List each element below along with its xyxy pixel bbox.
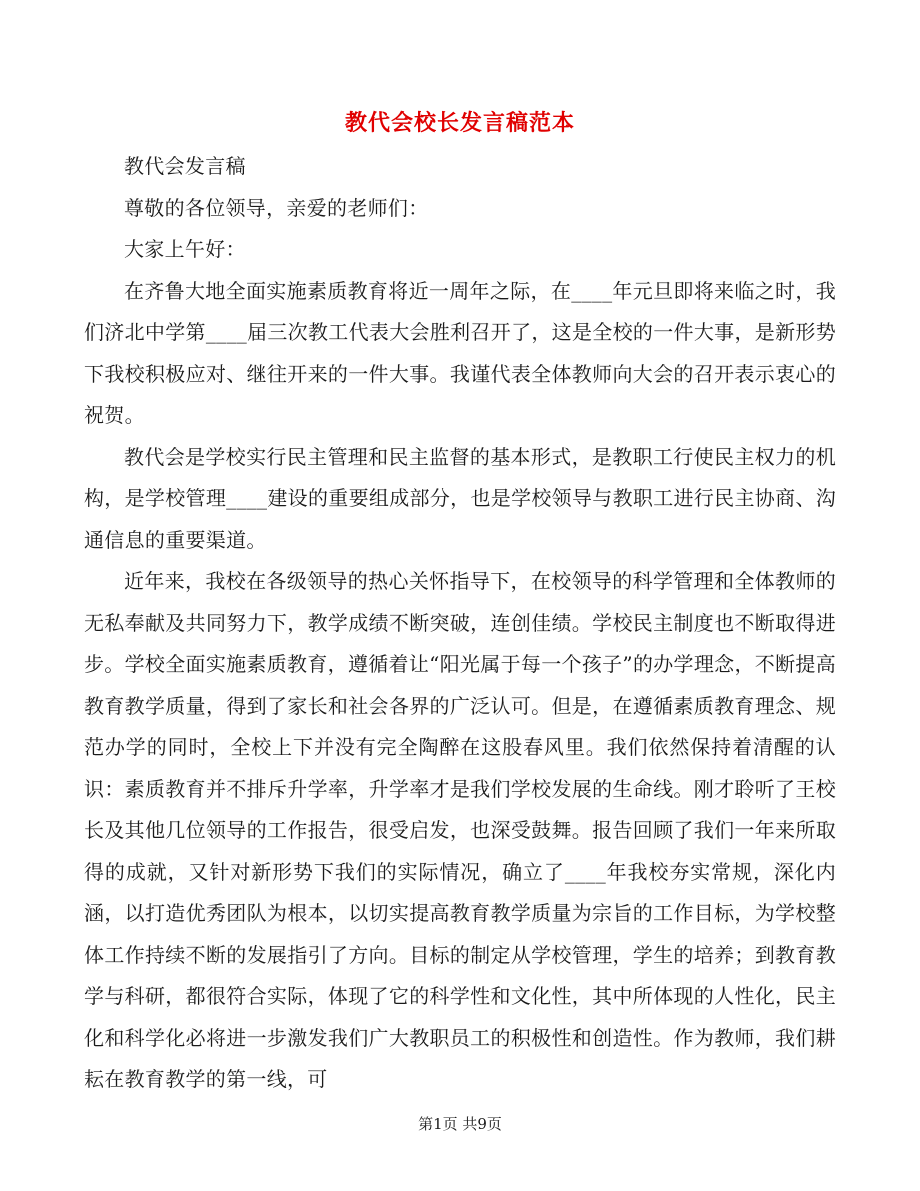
- paragraph-achievements: 近年来，我校在各级领导的热心关怀指导下，在校领导的科学管理和全体教师的无私奉献及共同努力下，教学成绩不断突破，连创佳绩。学校民主制度也不断取得进步。学校全面实施素质教育，遵循着让“阳光属于每一个孩子”的办学理念，不断提高教育教学质量，得到了家长和社会各界的广泛认可。但是，在遵循素质教育理念、规范办学的同时，全校上下并没有完全陶醉在这股春风里。我们依然保持着清醒的认识：素质教育并不排斥升学率，升学率才是我们学校发展的生命线。刚才聆听了王校长及其他几位领导的工作报告，很受启发，也深受鼓舞。报告回顾了我们一年来所取得的成就，又针对新形势下我们的实际情况，确立了____年我校夯实常规，深化内涵，以打造优秀团队为根本，以切实提高教育教学质量为宗旨的工作目标，为学校整体工作持续不断的发展指引了方向。目标的制定从学校管理，学生的培养；到教育教学与科研，都很符合实际，体现了它的科学性和文化性，其中所体现的人性化，民主化和科学化必将进一步激发我们广大教职员工的积极性和创造性。作为教师，我们耕耘在教育教学的第一线，可: [84, 569, 836, 1091]
- paragraph-opening: 在齐鲁大地全面实施素质教育将近一周年之际，在____年元旦即将来临之时，我们济北中学第____届三次教工代表大会胜利召开了，这是全校的一件大事，是新形势下我校积极应对、继往开来的一件大事。我谨代表全体教师向大会的召开表示衷心的祝贺。: [84, 278, 836, 427]
- paragraph-salutation: 尊敬的各位领导，亲爱的老师们：: [124, 195, 429, 220]
- paragraph-heading: 教代会发言稿: [124, 154, 246, 178]
- page-number: 第1页 共9页: [418, 1115, 502, 1133]
- document-title: 教代会校长发言稿范本: [344, 110, 575, 136]
- paragraph-definition: 教代会是学校实行民主管理和民主监督的基本形式，是教职工行使民主权力的机构，是学校管理____建设的重要组成部分，也是学校领导与教职工进行民主协商、沟通信息的重要渠道。: [84, 444, 836, 552]
- paragraph-greeting: 大家上午好：: [124, 237, 246, 261]
- document-body: [84, 146, 836, 1101]
